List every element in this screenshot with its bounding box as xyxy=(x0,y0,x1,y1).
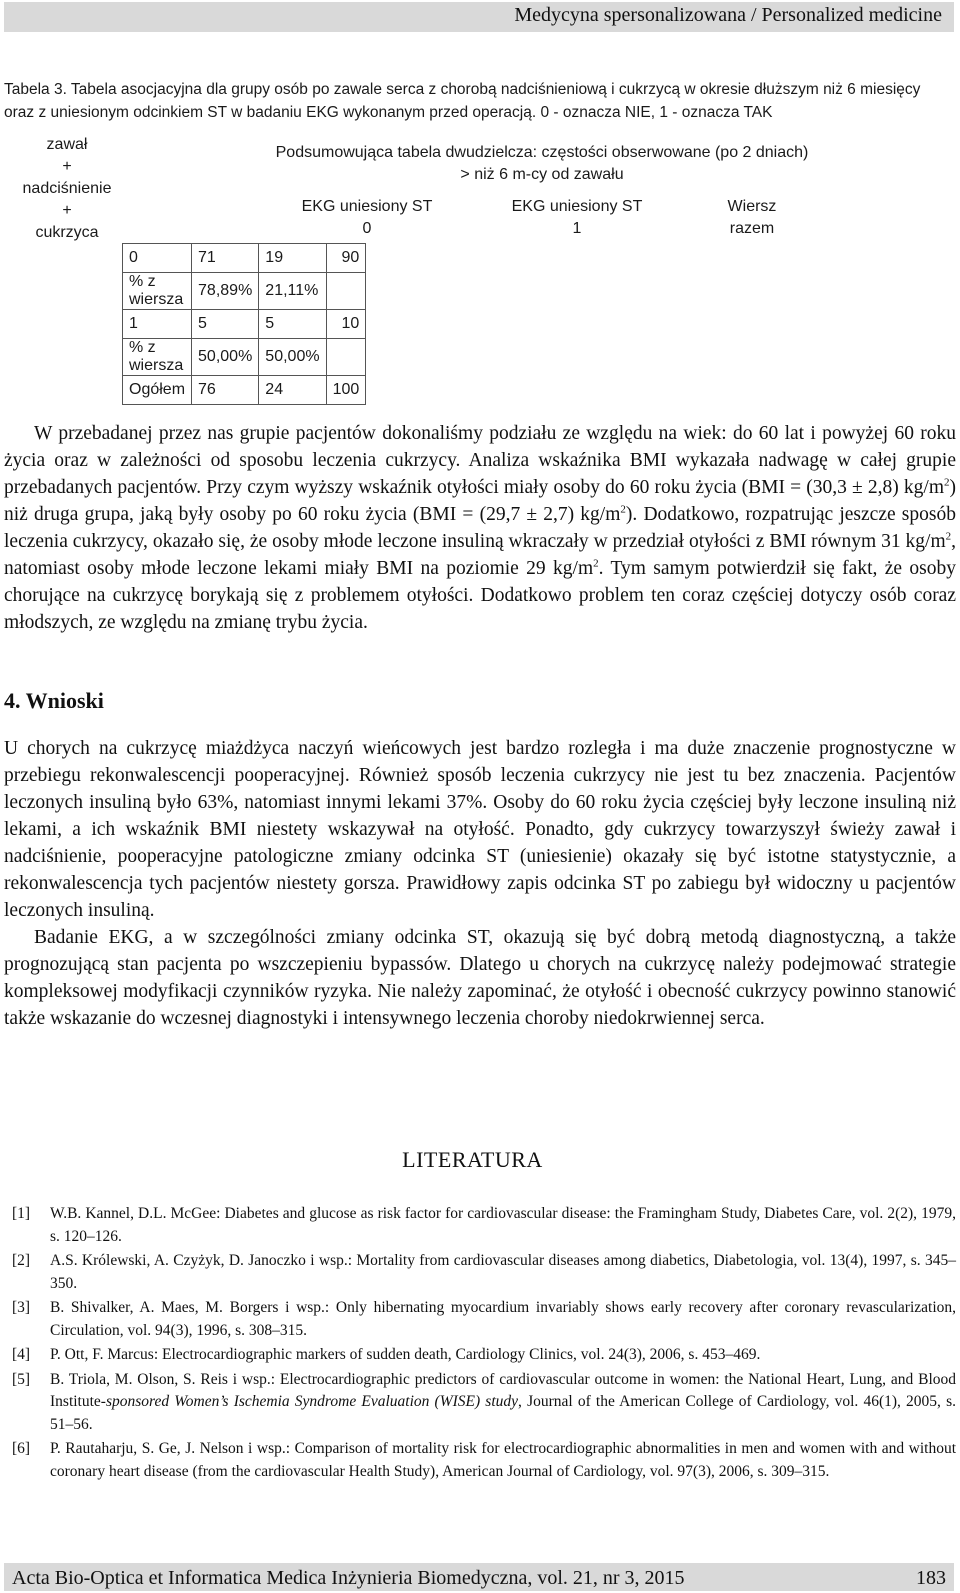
journal-name: Acta Bio-Optica et Informatica Medica Inżynieria Biomedyczna, vol. 21, nr 3, 2015 xyxy=(12,1566,685,1589)
col-header-value: razem xyxy=(729,220,775,237)
col-header-text: Wiersz xyxy=(727,198,777,215)
col-header-total xyxy=(712,196,792,240)
text-run: ). Dodatkowo, rozpatrując jeszcze sposób leczenia cukrzycy, okazało się, że osoby młode leczone insuliną wkraczały w przedział otyłości z BMI równym 31 kg/m xyxy=(4,504,956,552)
text-run: . Tym samym potwierdził się fakt, że osoby chorujące na cukrzycę borykają się z problemem otyłości. Dodatkowo problem ten coraz częściej dotyczy osób coraz młodszych, ze względu na zmianę trybu życia. xyxy=(4,558,956,633)
col-header-text: EKG uniesiony ST xyxy=(301,198,433,215)
reference-number: [4] xyxy=(12,1346,31,1363)
running-footer xyxy=(4,1563,954,1591)
table-cell: 90 xyxy=(326,244,366,273)
reference-text: W.B. Kannel, D.L. McGee: Diabetes and glucose as risk factor for cardiovascular disease: the Framingham Study, Diabetes Care, vol. 2(2), 1979, s. 120–126. xyxy=(50,1205,956,1245)
reference-number: [1] xyxy=(12,1205,31,1222)
reference-item xyxy=(4,1297,956,1342)
table-row xyxy=(123,376,366,405)
reference-text: A.S. Królewski, A. Czyżyk, D. Janoczko i wsp.: Mortality from cardiovascular diseases among diabetics, Diabetologia, vol. 13(4), 1997, s. 345–350. xyxy=(50,1252,956,1292)
table-cell: 1 xyxy=(123,310,192,339)
table-cell: % z wiersza xyxy=(123,273,192,310)
superscript: 2 xyxy=(945,530,952,543)
literature-heading: LITERATURA xyxy=(402,1147,543,1172)
superscript: 2 xyxy=(593,557,599,570)
text-run: , Journal of the American College of Cardiology, vol. 46(1), 2005, s. 51–56. xyxy=(50,1393,956,1433)
data-table xyxy=(122,243,366,405)
table-cell: 71 xyxy=(192,244,259,273)
reference-list xyxy=(4,1203,956,1485)
table-cell: 24 xyxy=(259,376,326,405)
table-cell: 78,89% xyxy=(192,273,259,310)
table-cell: 76 xyxy=(192,376,259,405)
row-header-line: nadciśnienie xyxy=(22,180,112,197)
table-cell xyxy=(326,339,366,376)
row-header-label xyxy=(2,134,132,244)
reference-number: [5] xyxy=(12,1370,31,1388)
table-row xyxy=(123,339,366,376)
col-header-ekg-1 xyxy=(482,196,672,240)
reference-item xyxy=(4,1438,956,1483)
table-cell: % z wiersza xyxy=(123,339,192,376)
table-cell: 50,00% xyxy=(192,339,259,376)
section-heading: 4. Wnioski xyxy=(4,688,104,713)
reference-item xyxy=(4,1369,956,1437)
reference-item xyxy=(4,1203,956,1248)
table-cell: Ogółem xyxy=(123,376,192,405)
col-header-value: 1 xyxy=(572,220,582,237)
paragraph xyxy=(4,420,956,636)
table-caption: Tabela 3. Tabela asocjacyjna dla grupy osób po zawale serca z chorobą nadciśnieniową i cukrzycą w okresie dłuższym niż 6 miesięcy oraz z uniesionym odcinkiem ST w badaniu EKG wykonanym przed operacją. 0 - oznacza NIE, 1 - oznacza TAK xyxy=(4,81,921,121)
table-cell: 21,11% xyxy=(259,273,326,310)
conclusions-text xyxy=(4,735,956,1032)
table-cell: 19 xyxy=(259,244,326,273)
reference-item xyxy=(4,1344,956,1367)
italic-text-run: sponsored Women’s Ischemia Syndrome Evaluation (WISE) study xyxy=(105,1393,519,1410)
text-run: B. Triola, M. Olson, S. Reis i wsp.: Electrocardiographic predictors of cardiovascular outcome in women: the National Heart, Lung, and Blood Institute- xyxy=(50,1370,956,1410)
row-header-line: cukrzyca xyxy=(35,224,99,241)
superscript: 2 xyxy=(620,503,626,516)
table-cell: 5 xyxy=(259,310,326,339)
reference-number: [2] xyxy=(12,1252,31,1269)
reference-item xyxy=(4,1250,956,1295)
reference-text xyxy=(50,1369,956,1437)
text-run: ) niż druga grupa, jaką były osoby po 60 roku życia (BMI = (29,7 ± 2,7) kg/m xyxy=(4,477,956,525)
col-header-value: 0 xyxy=(362,220,372,237)
superscript: 2 xyxy=(944,476,950,489)
table-cell: 50,00% xyxy=(259,339,326,376)
col-header-text: EKG uniesiony ST xyxy=(511,198,643,215)
table-title: Podsumowująca tabela dwudzielcza: częstości obserwowane (po 2 dniach) > niż 6 m-cy od zawału xyxy=(275,144,809,183)
page-number: 183 xyxy=(916,1566,946,1589)
paragraph: Badanie EKG, a w szczególności zmiany odcinka ST, okazują się być dobrą metodą diagnostyczną, a także prognozującą stan pacjenta po wszczepieniu bypassów. Dlatego u chorych na cukrzycę należy podejmować strategie kompleksowej modyfikacji czynników ryzyka. Nie należy zapominać, że otyłość i obecność cukrzycy powinno stanowić także wskazanie do wczesnej diagnostyki i intensywnego leczenia choroby niedokrwiennej serca. xyxy=(4,927,956,1029)
reference-text: P. Rautaharju, S. Ge, J. Nelson i wsp.: Comparison of mortality risk for electrocardiographic abnormalities in men and women with and without coronary heart disease (from the cardiovascular Health Study), American Journal of Cardiology, vol. 97(3), 2006, s. 309–315. xyxy=(50,1440,956,1480)
table-row xyxy=(123,310,366,339)
table-cell: 10 xyxy=(326,310,366,339)
paragraph: U chorych na cukrzycę miażdżyca naczyń wieńcowych jest bardzo rozległa i ma duże znaczenie prognostyczne w przebiegu rekonwalescencji pooperacyjnej. Również sposób leczenia cukrzycy nie jest tu bez znaczenia. Pacjentów leczonych insuliną było 63%, natomiast innymi lekami 37%. Osoby do 60 roku życia częściej były leczone insuliną niż lekami, a ich wskaźnik BMI niestety wskazywał na otyłość. Ponadto, gdy cukrzycy towarzyszył świeży zawał i nadciśnienie, pooperacyjne patologiczne zmiany odcinka ST (uniesienie) okazały się być istotne statystycznie, a rekonwalescencja tych pacjentów niestety gorsza. Prawidłowy zapis odcinka ST po zabiegu był widoczny u pacjentów leczonych insuliną. xyxy=(4,738,956,921)
table-cell: 100 xyxy=(326,376,366,405)
table-cell: 5 xyxy=(192,310,259,339)
reference-text: B. Shivalker, A. Maes, M. Borgers i wsp.: Only hibernating myocardium invariably shows early recovery after coronary revascularization, Circulation, vol. 94(3), 1996, s. 308–315. xyxy=(50,1299,956,1339)
row-header-line: + xyxy=(62,202,72,219)
reference-number: [6] xyxy=(12,1440,31,1457)
table-cell xyxy=(326,273,366,310)
running-header-title: Medycyna spersonalizowana / Personalized medicine xyxy=(514,4,942,26)
running-header xyxy=(4,2,954,32)
reference-text: P. Ott, F. Marcus: Electrocardiographic markers of sudden death, Cardiology Clinics, vol. 24(3), 2006, s. 453–469. xyxy=(50,1346,761,1363)
text-run: , natomiast osoby młode leczone lekami miały BMI na poziomie 29 kg/m xyxy=(4,531,956,579)
row-header-line: + xyxy=(62,158,72,175)
table-cell: 0 xyxy=(123,244,192,273)
table-row xyxy=(123,273,366,310)
row-header-line: zawał xyxy=(46,136,88,153)
results-paragraph xyxy=(4,420,956,636)
col-header-ekg-0 xyxy=(272,196,462,240)
table-row xyxy=(123,244,366,273)
reference-number: [3] xyxy=(12,1299,31,1316)
text-run: W przebadanej przez nas grupie pacjentów dokonaliśmy podziału ze względu na wiek: do 60 lat i powyżej 60 roku życia oraz w zależności od sposobu leczenia cukrzycy. Analiza wskaźnika BMI wykazała nadwagę w całej grupie przebadanych pacjentów. Przy czym wyższy wskaźnik otyłości miały osoby do 60 roku życia (BMI = (30,3 ± 2,8) kg/m xyxy=(4,423,956,498)
